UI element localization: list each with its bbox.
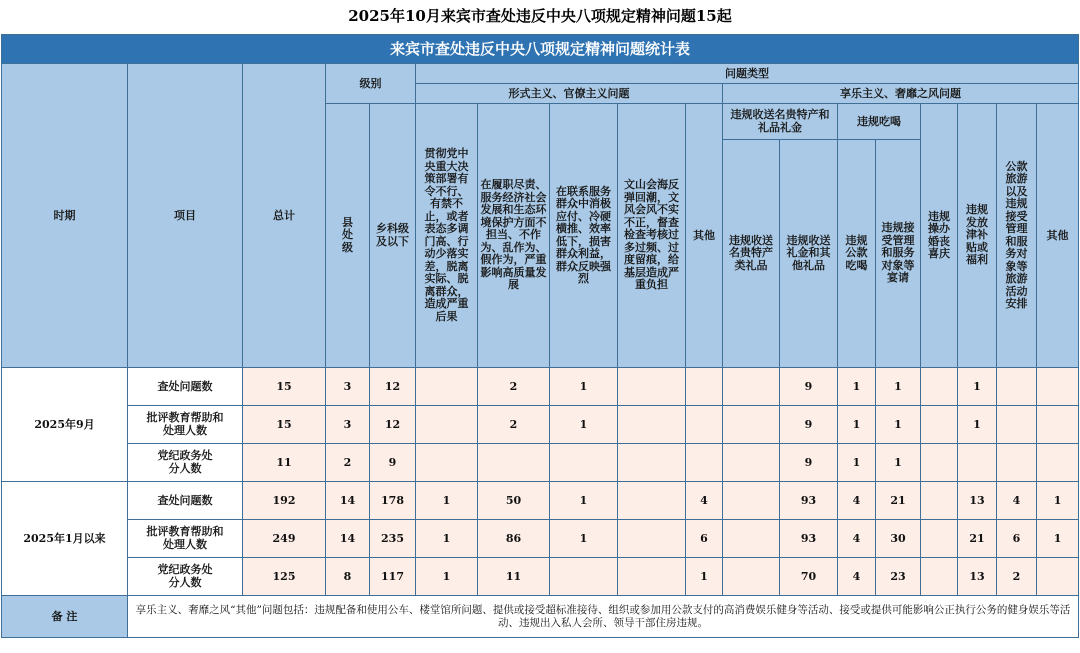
cell — [1037, 406, 1079, 444]
table-row — [2, 444, 1079, 482]
header-township: 乡科级及以下 — [370, 104, 416, 368]
cell: 1 — [550, 482, 618, 520]
header-item: 项目 — [128, 64, 243, 368]
header-h5: 违规操办婚丧喜庆 — [921, 104, 958, 368]
header-hedonism: 享乐主义、奢靡之风问题 — [723, 84, 1079, 104]
stats-table — [1, 34, 1079, 638]
cell: 9 — [780, 368, 838, 406]
cell: 6 — [997, 520, 1037, 558]
cell: 12 — [370, 368, 416, 406]
cell — [416, 368, 478, 406]
cell: 2 — [478, 406, 550, 444]
cell: 30 — [876, 520, 921, 558]
header-f5: 其他 — [686, 104, 723, 368]
header-total: 总计 — [243, 64, 326, 368]
cell: 11 — [478, 558, 550, 596]
cell: 2 — [997, 558, 1037, 596]
cell — [686, 406, 723, 444]
cell: 93 — [780, 520, 838, 558]
cell — [723, 558, 780, 596]
header-problem-type: 问题类型 — [416, 64, 1079, 84]
cell — [618, 368, 686, 406]
cell: 1 — [876, 444, 921, 482]
cell — [686, 444, 723, 482]
header-h2: 违规收送礼金和其他礼品 — [780, 140, 838, 368]
cell: 13 — [958, 482, 997, 520]
table-title: 来宾市查处违反中央八项规定精神问题统计表 — [2, 35, 1079, 64]
period-label: 2025年9月 — [2, 368, 128, 482]
cell: 1 — [416, 558, 478, 596]
cell — [618, 558, 686, 596]
cell: 1 — [550, 520, 618, 558]
cell — [921, 444, 958, 482]
cell — [958, 444, 997, 482]
cell: 4 — [686, 482, 723, 520]
cell: 3 — [326, 368, 370, 406]
cell — [686, 368, 723, 406]
cell: 86 — [478, 520, 550, 558]
header-eat-group: 违规吃喝 — [838, 104, 921, 140]
cell: 1 — [838, 368, 876, 406]
cell: 8 — [326, 558, 370, 596]
cell: 9 — [780, 444, 838, 482]
cell: 1 — [958, 406, 997, 444]
cell: 1 — [876, 368, 921, 406]
cell: 70 — [780, 558, 838, 596]
cell — [997, 368, 1037, 406]
table-row — [2, 520, 1079, 558]
cell: 4 — [838, 482, 876, 520]
header-f2: 在履职尽责、服务经济社会发展和生态环境保护方面不担当、不作为、乱作为、假作为，严重影响高质量发展 — [478, 104, 550, 368]
cell — [723, 368, 780, 406]
cell — [921, 406, 958, 444]
cell: 15 — [243, 406, 326, 444]
cell: 23 — [876, 558, 921, 596]
cell: 50 — [478, 482, 550, 520]
cell — [723, 444, 780, 482]
cell: 1 — [838, 406, 876, 444]
cell: 192 — [243, 482, 326, 520]
row-item: 党纪政务处分人数 — [128, 444, 243, 482]
row-item: 党纪政务处分人数 — [128, 558, 243, 596]
cell: 14 — [326, 482, 370, 520]
cell: 14 — [326, 520, 370, 558]
table-row — [2, 482, 1079, 520]
header-h7: 公款旅游以及违规接受管理和服务对象等旅游活动安排 — [997, 104, 1037, 368]
header-gift-group: 违规收送名贵特产和礼品礼金 — [723, 104, 838, 140]
row-item: 查处问题数 — [128, 368, 243, 406]
cell: 12 — [370, 406, 416, 444]
header-level: 级别 — [326, 64, 416, 104]
cell — [921, 368, 958, 406]
cell — [723, 406, 780, 444]
cell: 1 — [1037, 482, 1079, 520]
cell: 1 — [838, 444, 876, 482]
cell — [997, 406, 1037, 444]
cell — [723, 482, 780, 520]
header-county: 县处级 — [326, 104, 370, 368]
period-label: 2025年1月以来 — [2, 482, 128, 596]
cell: 2 — [326, 444, 370, 482]
note-text: 享乐主义、奢靡之风“其他”问题包括：违规配备和使用公车、楼堂馆所问题、提供或接受超标准接待、组织或参加用公款支付的高消费娱乐健身等活动、接受或提供可能影响公正执行公务的健身娱乐等活动、违规出入私人会所、领导干部住房违规。 — [128, 596, 1079, 638]
cell — [416, 406, 478, 444]
cell — [618, 482, 686, 520]
cell: 21 — [958, 520, 997, 558]
cell: 1 — [550, 368, 618, 406]
cell: 1 — [550, 406, 618, 444]
row-item: 批评教育帮助和处理人数 — [128, 520, 243, 558]
cell: 11 — [243, 444, 326, 482]
cell: 3 — [326, 406, 370, 444]
cell: 6 — [686, 520, 723, 558]
cell: 93 — [780, 482, 838, 520]
header-f4: 文山会海反弹回潮，文风会风不实不正，督查检查考核过多过频、过度留痕，给基层造成严重负担 — [618, 104, 686, 368]
cell — [921, 482, 958, 520]
header-h3: 违规公款吃喝 — [838, 140, 876, 368]
cell — [1037, 368, 1079, 406]
cell: 125 — [243, 558, 326, 596]
cell — [1037, 558, 1079, 596]
row-item: 批评教育帮助和处理人数 — [128, 406, 243, 444]
cell: 13 — [958, 558, 997, 596]
cell: 9 — [370, 444, 416, 482]
cell — [550, 444, 618, 482]
table-row — [2, 368, 1079, 406]
cell: 249 — [243, 520, 326, 558]
row-item: 查处问题数 — [128, 482, 243, 520]
cell — [997, 444, 1037, 482]
cell — [550, 558, 618, 596]
cell — [478, 444, 550, 482]
cell — [1037, 444, 1079, 482]
cell: 1 — [416, 520, 478, 558]
header-h1: 违规收送名贵特产类礼品 — [723, 140, 780, 368]
cell — [921, 558, 958, 596]
header-h4: 违规接受管理和服务对象等宴请 — [876, 140, 921, 368]
cell — [618, 444, 686, 482]
header-formalism: 形式主义、官僚主义问题 — [416, 84, 723, 104]
cell: 15 — [243, 368, 326, 406]
cell: 235 — [370, 520, 416, 558]
cell — [618, 520, 686, 558]
header-h6: 违规发放津补贴或福利 — [958, 104, 997, 368]
header-f1: 贯彻党中央重大决策部署有令不行、有禁不止，或者表态多调门高、行动少落实差，脱离实际、脱离群众，造成严重后果 — [416, 104, 478, 368]
page-title: 2025年10月来宾市查处违反中央八项规定精神问题15起 — [348, 7, 732, 25]
cell: 1 — [1037, 520, 1079, 558]
cell — [416, 444, 478, 482]
header-f3: 在联系服务群众中消极应付、冷硬横推、效率低下，损害群众利益，群众反映强烈 — [550, 104, 618, 368]
note-label: 备 注 — [2, 596, 128, 638]
cell — [921, 520, 958, 558]
cell: 1 — [416, 482, 478, 520]
cell: 2 — [478, 368, 550, 406]
cell: 1 — [958, 368, 997, 406]
header-h8: 其他 — [1037, 104, 1079, 368]
table-row — [2, 558, 1079, 596]
cell: 4 — [838, 520, 876, 558]
cell: 4 — [997, 482, 1037, 520]
cell — [723, 520, 780, 558]
cell: 4 — [838, 558, 876, 596]
cell: 117 — [370, 558, 416, 596]
cell: 1 — [876, 406, 921, 444]
cell: 9 — [780, 406, 838, 444]
cell: 178 — [370, 482, 416, 520]
cell — [618, 406, 686, 444]
cell: 1 — [686, 558, 723, 596]
header-period: 时期 — [2, 64, 128, 368]
cell: 21 — [876, 482, 921, 520]
table-row — [2, 406, 1079, 444]
